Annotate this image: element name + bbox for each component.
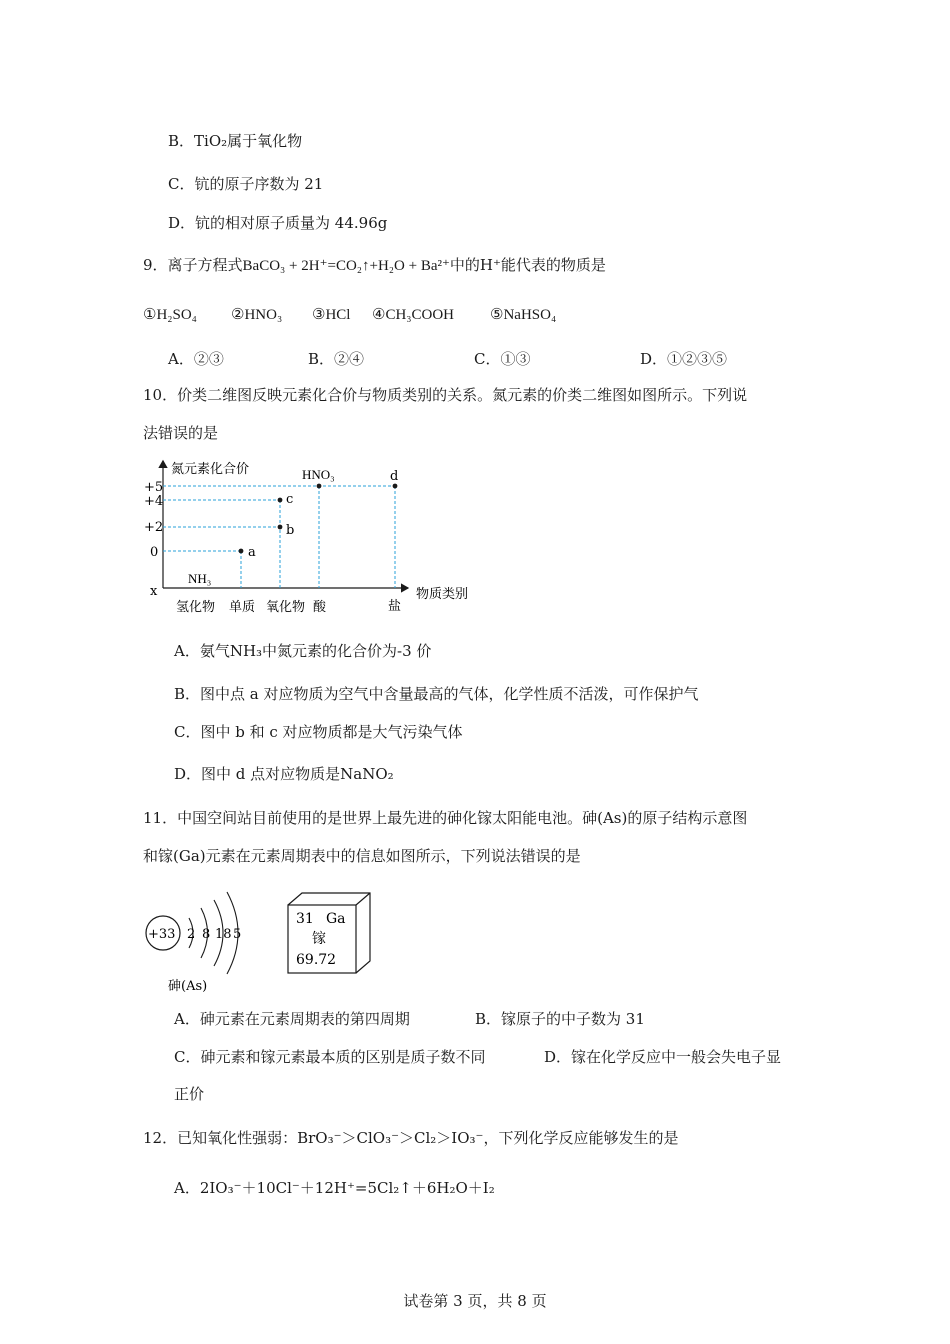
point-d-label: d (390, 469, 399, 484)
x-cat-oxide: 氧化物 (266, 600, 306, 615)
q9-option-c: C．①③ (474, 350, 531, 368)
q11-option-a: A．砷元素在元素周期表的第四周期 (174, 1010, 410, 1028)
y-tick-plus4: +4 (144, 494, 164, 509)
point-a (239, 549, 244, 554)
q9-substance-5: ⑤NaHSO₄ (490, 307, 557, 323)
q9-stem (143, 254, 606, 277)
q11-option-d-continued: 正价 (174, 1085, 205, 1103)
x-cat-hydride: 氢化物 (176, 600, 216, 615)
q11-stem-line2: 和镓(Ga)元素在元素周期表中的信息如图所示，下列说法错误的是 (143, 847, 581, 865)
gallium-element-card (286, 891, 378, 977)
x-cat-acid: 酸 (313, 600, 327, 615)
point-a-label: a (248, 545, 256, 560)
point-c-label: c (286, 492, 294, 507)
q11-option-d: D．镓在化学反应中一般会失电子显 (544, 1048, 782, 1066)
q9-option-b: B．②④ (308, 350, 365, 368)
q10-option-c: C．图中 b 和 c 对应物质都是大气污染气体 (174, 723, 463, 741)
point-hno3 (317, 484, 322, 489)
q9-substance-1: ①H₂SO₄ (143, 307, 197, 323)
element-name: 镓 (312, 931, 326, 947)
q9-stem-prefix: 9．离子方程式 (143, 256, 243, 274)
atom-name: 砷(As) (168, 979, 208, 994)
y-tick-plus2: +2 (144, 520, 164, 535)
nucleus-charge: +33 (148, 927, 176, 942)
q9-stem-suffix: 中的H⁺能代表的物质是 (449, 256, 606, 274)
q8-option-b: B．TiO₂属于氧化物 (168, 132, 303, 150)
q10-option-a: A．氨气NH₃中氮元素的化合价为-3 价 (174, 642, 432, 660)
q10-option-b: B．图中点 a 对应物质为空气中含量最高的气体，化学性质不活泼，可作保护气 (174, 685, 699, 703)
nh3-label: NH₃ (188, 571, 212, 586)
point-hno3-label: HNO₃ (302, 467, 335, 482)
y-tick-x: x (150, 584, 158, 599)
q10-stem-line1: 10．价类二维图反映元素化合价与物质类别的关系。氮元素的价类二维图如图所示。下列说 (143, 386, 748, 404)
q12-stem: 12．已知氧化性强弱：BrO₃⁻＞ClO₃⁻＞Cl₂＞IO₃⁻，下列化学反应能够发生的是 (143, 1129, 679, 1147)
q8-option-c: C．钪的原子序数为 21 (168, 175, 324, 193)
q10-option-d: D．图中 d 点对应物质是NaNO₂ (174, 765, 394, 783)
y-tick-plus5: +5 (144, 480, 164, 495)
x-cat-element: 单质 (229, 600, 256, 615)
element-symbol: Ga (326, 911, 346, 927)
shell-3-electrons: 18 (215, 927, 232, 942)
q12-option-a: A．2IO₃⁻＋10Cl⁻＋12H⁺=5Cl₂↑＋6H₂O＋I₂ (174, 1179, 495, 1197)
x-axis-title: 物质类别 (416, 587, 469, 602)
shell-4-electrons: 5 (233, 927, 242, 942)
q9-equation: BaCO₃ + 2H⁺=CO₂↑+H₂O + Ba²⁺ (242, 258, 450, 274)
point-c (278, 498, 283, 503)
q11-option-c: C．砷元素和镓元素最本质的区别是质子数不同 (174, 1048, 486, 1066)
valence-class-chart (140, 455, 490, 620)
page-footer: 试卷第 3 页，共 8 页 (403, 1292, 547, 1310)
q10-stem-line2: 法错误的是 (143, 424, 219, 442)
point-b (278, 525, 283, 530)
point-d (393, 484, 398, 489)
q11-stem-line1: 11．中国空间站目前使用的是世界上最先进的砷化镓太阳能电池。砷(As)的原子结构示意图 (143, 809, 748, 827)
y-tick-zero: 0 (150, 545, 159, 560)
atomic-number: 31 (296, 911, 314, 927)
q9-option-a: A．②③ (168, 350, 224, 368)
shell-1-electrons: 2 (187, 927, 196, 942)
q8-option-d: D．钪的相对原子质量为 44.96g (168, 214, 388, 232)
atomic-mass: 69.72 (296, 952, 337, 968)
shell-2-electrons: 8 (202, 927, 211, 942)
y-axis-title: 氮元素化合价 (171, 462, 250, 477)
q9-substance-2: ②HNO₃ (231, 307, 283, 323)
arsenic-atom-structure (142, 890, 252, 1000)
x-cat-salt: 盐 (388, 599, 402, 614)
point-b-label: b (286, 523, 295, 538)
q9-option-d: D．①②③⑤ (640, 350, 728, 368)
q11-option-b: B．镓原子的中子数为 31 (475, 1010, 645, 1028)
q9-substance-4: ④CH₃COOH (372, 307, 455, 323)
q9-substance-3: ③HCl (312, 307, 351, 323)
